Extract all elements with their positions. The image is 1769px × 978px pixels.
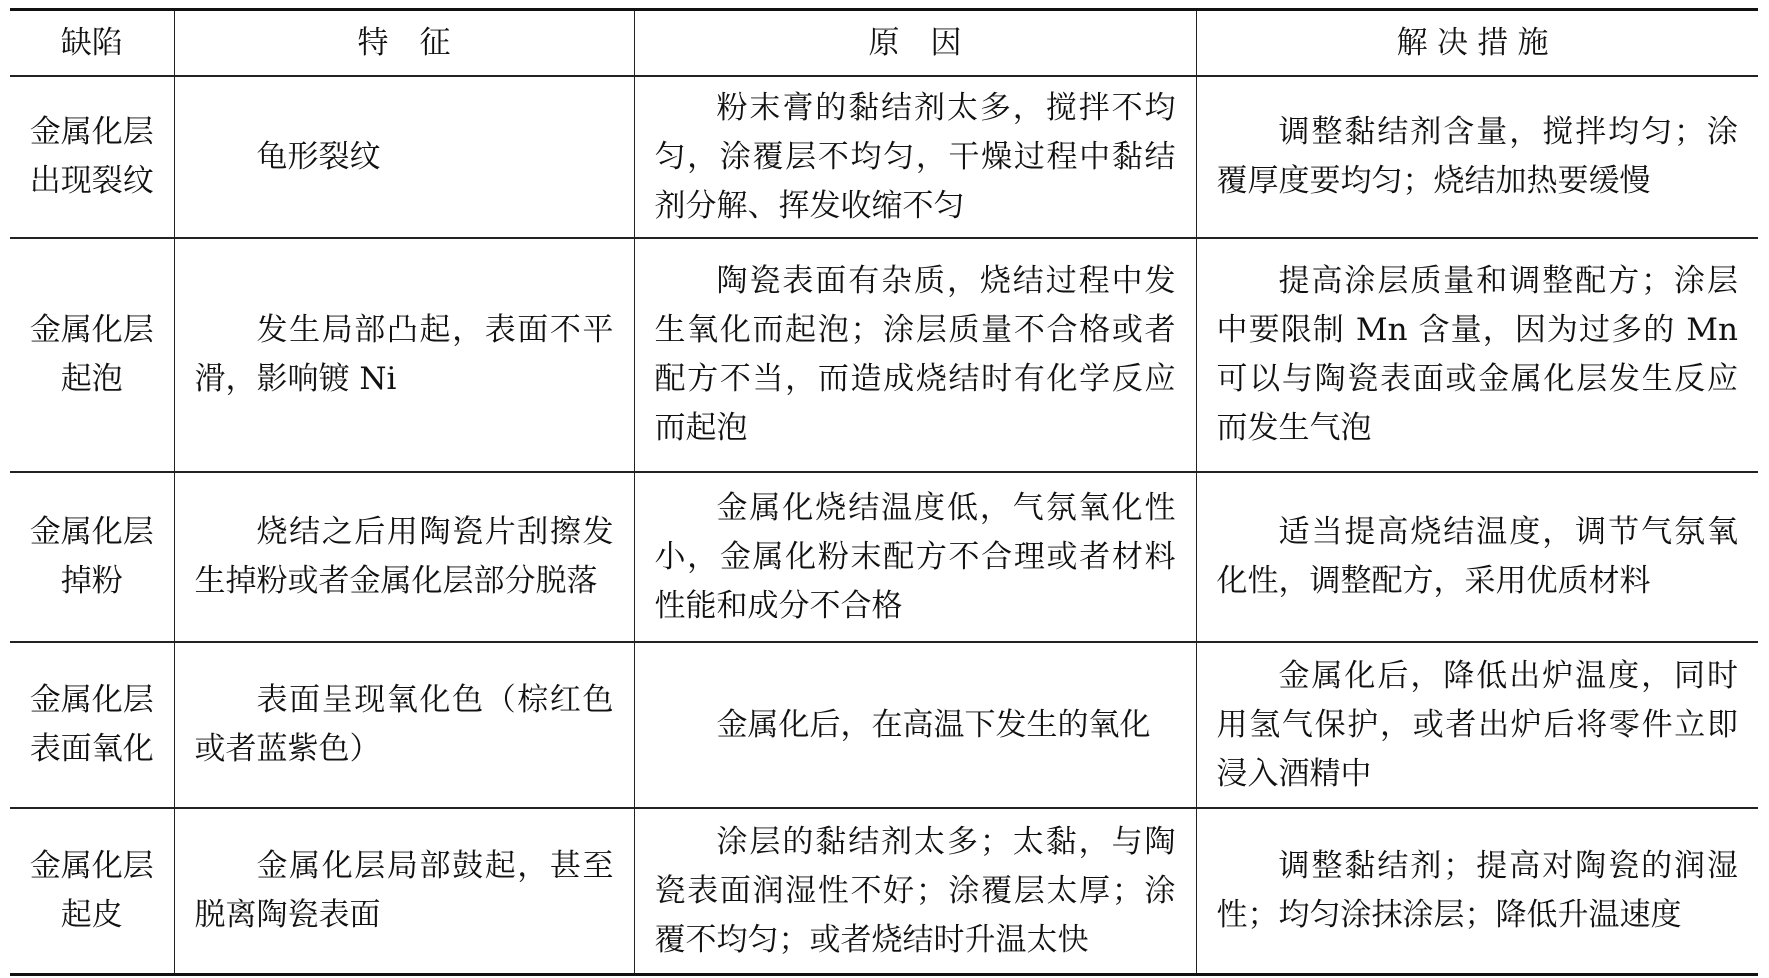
header-solution: 解决措施 [1196, 10, 1758, 77]
solution-cell: 调整黏结剂；提高对陶瓷的润湿性；均匀涂抹涂层；降低升温速度 [1196, 808, 1758, 975]
cause-cell: 涂层的黏结剂太多；太黏，与陶瓷表面润湿性不好；涂覆层太厚；涂覆不均匀；或者烧结时升温太快 [634, 808, 1196, 975]
defect-cell: 金属化层起泡 [10, 238, 174, 472]
table-row [10, 472, 1758, 642]
feature-cell: 金属化层局部鼓起，甚至脱离陶瓷表面 [174, 808, 634, 975]
table-row [10, 76, 1758, 238]
solution-cell: 提高涂层质量和调整配方；涂层中要限制 Mn 含量，因为过多的 Mn 可以与陶瓷表面或金属化层发生反应而发生气泡 [1196, 238, 1758, 472]
cause-cell: 粉末膏的黏结剂太多，搅拌不均匀，涂覆层不均匀，干燥过程中黏结剂分解、挥发收缩不匀 [634, 76, 1196, 238]
header-feature: 特 征 [174, 10, 634, 77]
cause-cell: 金属化烧结温度低，气氛氧化性小，金属化粉末配方不合理或者材料性能和成分不合格 [634, 472, 1196, 642]
table-row [10, 808, 1758, 975]
feature-cell: 发生局部凸起，表面不平滑，影响镀 Ni [174, 238, 634, 472]
defect-cell: 金属化层出现裂纹 [10, 76, 174, 238]
cause-cell: 陶瓷表面有杂质，烧结过程中发生氧化而起泡；涂层质量不合格或者配方不当，而造成烧结时有化学反应而起泡 [634, 238, 1196, 472]
feature-cell: 表面呈现氧化色（棕红色或者蓝紫色） [174, 642, 634, 808]
header-defect: 缺陷 [10, 10, 174, 77]
table-row [10, 642, 1758, 808]
solution-cell: 金属化后，降低出炉温度，同时用氢气保护，或者出炉后将零件立即浸入酒精中 [1196, 642, 1758, 808]
defect-cell: 金属化层表面氧化 [10, 642, 174, 808]
header-cause: 原 因 [634, 10, 1196, 77]
defects-table [10, 8, 1758, 976]
defect-cell: 金属化层起皮 [10, 808, 174, 975]
solution-cell: 调整黏结剂含量，搅拌均匀；涂覆厚度要均匀；烧结加热要缓慢 [1196, 76, 1758, 238]
cause-cell: 金属化后，在高温下发生的氧化 [634, 642, 1196, 808]
solution-cell: 适当提高烧结温度，调节气氛氧化性，调整配方，采用优质材料 [1196, 472, 1758, 642]
header-row [10, 10, 1758, 77]
feature-cell: 龟形裂纹 [174, 76, 634, 238]
defect-cell: 金属化层掉粉 [10, 472, 174, 642]
feature-cell: 烧结之后用陶瓷片刮擦发生掉粉或者金属化层部分脱落 [174, 472, 634, 642]
table-row [10, 238, 1758, 472]
